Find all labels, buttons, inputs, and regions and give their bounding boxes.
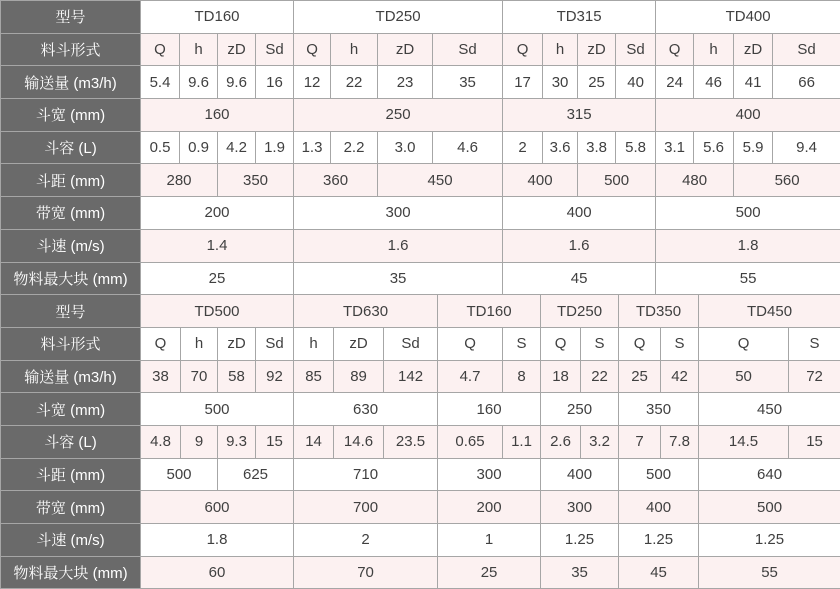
value-cell: 160 <box>141 99 294 132</box>
value-cell: 4.2 <box>218 131 256 164</box>
value-cell: zD <box>218 33 256 66</box>
value-cell: h <box>694 33 734 66</box>
table-row <box>1 556 840 589</box>
value-cell: 450 <box>699 393 840 426</box>
value-cell: TD315 <box>503 1 656 34</box>
value-cell: 66 <box>773 66 840 99</box>
value-cell: 480 <box>656 164 734 197</box>
value-cell: 3.0 <box>378 131 433 164</box>
value-cell: 3.2 <box>581 425 619 458</box>
value-cell: 18 <box>541 360 581 393</box>
value-cell: 500 <box>141 458 218 491</box>
value-cell: 0.5 <box>141 131 180 164</box>
value-cell: 38 <box>141 360 181 393</box>
spec-table-lower <box>0 294 840 589</box>
value-cell: h <box>543 33 578 66</box>
value-cell: 640 <box>699 458 840 491</box>
value-cell: 15 <box>256 425 294 458</box>
value-cell: 23.5 <box>384 425 438 458</box>
table-row <box>1 262 840 295</box>
value-cell: 60 <box>141 556 294 589</box>
value-cell: 200 <box>141 197 294 230</box>
value-cell: 23 <box>378 66 433 99</box>
value-cell: zD <box>734 33 773 66</box>
value-cell: h <box>181 327 218 360</box>
value-cell: 400 <box>619 491 699 524</box>
value-cell: 4.7 <box>438 360 503 393</box>
value-cell: 40 <box>616 66 656 99</box>
value-cell: 85 <box>294 360 334 393</box>
value-cell: 0.65 <box>438 425 503 458</box>
value-cell: Sd <box>256 33 294 66</box>
value-cell: 700 <box>294 491 438 524</box>
value-cell: 9.6 <box>180 66 218 99</box>
value-cell: zD <box>378 33 433 66</box>
row-label-cell: 带宽 (mm) <box>1 491 141 524</box>
value-cell: 250 <box>541 393 619 426</box>
value-cell: 45 <box>503 262 656 295</box>
table-row <box>1 393 840 426</box>
value-cell: zD <box>218 327 256 360</box>
value-cell: Q <box>699 327 789 360</box>
table-row <box>1 33 840 66</box>
value-cell: 24 <box>656 66 694 99</box>
row-label-cell: 斗距 (mm) <box>1 164 141 197</box>
value-cell: 1.1 <box>503 425 541 458</box>
row-label-cell: 料斗形式 <box>1 33 141 66</box>
table-row <box>1 491 840 524</box>
value-cell: 250 <box>294 99 503 132</box>
value-cell: TD630 <box>294 295 438 328</box>
table-row <box>1 458 840 491</box>
value-cell: Q <box>294 33 331 66</box>
value-cell: 7 <box>619 425 661 458</box>
value-cell: 12 <box>294 66 331 99</box>
value-cell: TD160 <box>141 1 294 34</box>
value-cell: Q <box>541 327 581 360</box>
value-cell: 350 <box>619 393 699 426</box>
table-row <box>1 66 840 99</box>
value-cell: TD500 <box>141 295 294 328</box>
value-cell: 400 <box>656 99 840 132</box>
value-cell: TD250 <box>294 1 503 34</box>
value-cell: 360 <box>294 164 378 197</box>
row-label-cell: 斗容 (L) <box>1 131 141 164</box>
table-row <box>1 524 840 557</box>
row-label-cell: 斗容 (L) <box>1 425 141 458</box>
table-row <box>1 197 840 230</box>
value-cell: 16 <box>256 66 294 99</box>
value-cell: 9.4 <box>773 131 840 164</box>
table-row <box>1 229 840 262</box>
value-cell: 1.9 <box>256 131 294 164</box>
value-cell: 400 <box>503 164 578 197</box>
value-cell: 9.6 <box>218 66 256 99</box>
value-cell: Q <box>438 327 503 360</box>
value-cell: h <box>331 33 378 66</box>
value-cell: Q <box>619 327 661 360</box>
value-cell: 30 <box>543 66 578 99</box>
value-cell: TD450 <box>699 295 840 328</box>
table-row <box>1 327 840 360</box>
value-cell: 50 <box>699 360 789 393</box>
value-cell: 280 <box>141 164 218 197</box>
row-label-cell: 斗距 (mm) <box>1 458 141 491</box>
value-cell: 1.8 <box>656 229 840 262</box>
value-cell: zD <box>334 327 384 360</box>
value-cell: 45 <box>619 556 699 589</box>
value-cell: Sd <box>616 33 656 66</box>
value-cell: S <box>581 327 619 360</box>
value-cell: 315 <box>503 99 656 132</box>
value-cell: 5.6 <box>694 131 734 164</box>
row-label-cell: 料斗形式 <box>1 327 141 360</box>
row-label-cell: 型号 <box>1 295 141 328</box>
value-cell: 3.1 <box>656 131 694 164</box>
table-row <box>1 295 840 328</box>
row-label-cell: 斗宽 (mm) <box>1 99 141 132</box>
value-cell: 58 <box>218 360 256 393</box>
value-cell: 560 <box>734 164 840 197</box>
value-cell: 15 <box>789 425 840 458</box>
table-row <box>1 99 840 132</box>
value-cell: h <box>294 327 334 360</box>
value-cell: 35 <box>433 66 503 99</box>
value-cell: 4.8 <box>141 425 181 458</box>
value-cell: 35 <box>541 556 619 589</box>
table-row <box>1 1 840 34</box>
value-cell: 8 <box>503 360 541 393</box>
value-cell: 2 <box>294 524 438 557</box>
value-cell: 625 <box>218 458 294 491</box>
value-cell: Q <box>141 33 180 66</box>
value-cell: 72 <box>789 360 840 393</box>
table-row <box>1 164 840 197</box>
value-cell: TD350 <box>619 295 699 328</box>
value-cell: 2 <box>503 131 543 164</box>
value-cell: 1.4 <box>141 229 294 262</box>
value-cell: 17 <box>503 66 543 99</box>
value-cell: 70 <box>294 556 438 589</box>
value-cell: 1.3 <box>294 131 331 164</box>
value-cell: 3.8 <box>578 131 616 164</box>
value-cell: Sd <box>256 327 294 360</box>
row-label-cell: 输送量 (m3/h) <box>1 360 141 393</box>
value-cell: 7.8 <box>661 425 699 458</box>
table-row <box>1 360 840 393</box>
value-cell: 25 <box>578 66 616 99</box>
value-cell: 1.6 <box>503 229 656 262</box>
value-cell: 630 <box>294 393 438 426</box>
row-label-cell: 斗宽 (mm) <box>1 393 141 426</box>
value-cell: 3.6 <box>543 131 578 164</box>
value-cell: TD160 <box>438 295 541 328</box>
value-cell: 46 <box>694 66 734 99</box>
value-cell: 500 <box>699 491 840 524</box>
value-cell: h <box>180 33 218 66</box>
value-cell: 400 <box>541 458 619 491</box>
value-cell: 41 <box>734 66 773 99</box>
value-cell: 14 <box>294 425 334 458</box>
value-cell: 2.6 <box>541 425 581 458</box>
value-cell: 55 <box>656 262 840 295</box>
value-cell: 4.6 <box>433 131 503 164</box>
value-cell: 9 <box>181 425 218 458</box>
value-cell: Sd <box>384 327 438 360</box>
value-cell: 300 <box>438 458 541 491</box>
row-label-cell: 物料最大块 (mm) <box>1 556 141 589</box>
value-cell: 500 <box>656 197 840 230</box>
value-cell: 710 <box>294 458 438 491</box>
value-cell: 400 <box>503 197 656 230</box>
row-label-cell: 斗速 (m/s) <box>1 524 141 557</box>
value-cell: 5.9 <box>734 131 773 164</box>
value-cell: 25 <box>619 360 661 393</box>
value-cell: 1.25 <box>541 524 619 557</box>
value-cell: 0.9 <box>180 131 218 164</box>
value-cell: S <box>661 327 699 360</box>
value-cell: S <box>789 327 840 360</box>
value-cell: 500 <box>578 164 656 197</box>
value-cell: 1.25 <box>619 524 699 557</box>
value-cell: Q <box>503 33 543 66</box>
value-cell: TD400 <box>656 1 840 34</box>
table-row <box>1 425 840 458</box>
value-cell: zD <box>578 33 616 66</box>
value-cell: 14.5 <box>699 425 789 458</box>
value-cell: S <box>503 327 541 360</box>
value-cell: Q <box>141 327 181 360</box>
value-cell: 92 <box>256 360 294 393</box>
value-cell: 450 <box>378 164 503 197</box>
value-cell: 5.4 <box>141 66 180 99</box>
value-cell: 42 <box>661 360 699 393</box>
value-cell: 1 <box>438 524 541 557</box>
row-label-cell: 物料最大块 (mm) <box>1 262 141 295</box>
value-cell: 9.3 <box>218 425 256 458</box>
value-cell: 70 <box>181 360 218 393</box>
value-cell: 25 <box>141 262 294 295</box>
value-cell: 5.8 <box>616 131 656 164</box>
table-row <box>1 131 840 164</box>
value-cell: 500 <box>141 393 294 426</box>
row-label-cell: 型号 <box>1 1 141 34</box>
value-cell: 25 <box>438 556 541 589</box>
value-cell: 22 <box>331 66 378 99</box>
value-cell: TD250 <box>541 295 619 328</box>
value-cell: 1.25 <box>699 524 840 557</box>
value-cell: Sd <box>773 33 840 66</box>
value-cell: 300 <box>294 197 503 230</box>
value-cell: 89 <box>334 360 384 393</box>
value-cell: 1.8 <box>141 524 294 557</box>
value-cell: 600 <box>141 491 294 524</box>
value-cell: Q <box>656 33 694 66</box>
value-cell: 55 <box>699 556 840 589</box>
value-cell: 14.6 <box>334 425 384 458</box>
row-label-cell: 输送量 (m3/h) <box>1 66 141 99</box>
value-cell: 35 <box>294 262 503 295</box>
value-cell: 1.6 <box>294 229 503 262</box>
value-cell: 142 <box>384 360 438 393</box>
row-label-cell: 带宽 (mm) <box>1 197 141 230</box>
value-cell: 300 <box>541 491 619 524</box>
value-cell: 2.2 <box>331 131 378 164</box>
row-label-cell: 斗速 (m/s) <box>1 229 141 262</box>
value-cell: Sd <box>433 33 503 66</box>
value-cell: 500 <box>619 458 699 491</box>
value-cell: 200 <box>438 491 541 524</box>
value-cell: 22 <box>581 360 619 393</box>
value-cell: 350 <box>218 164 294 197</box>
value-cell: 160 <box>438 393 541 426</box>
